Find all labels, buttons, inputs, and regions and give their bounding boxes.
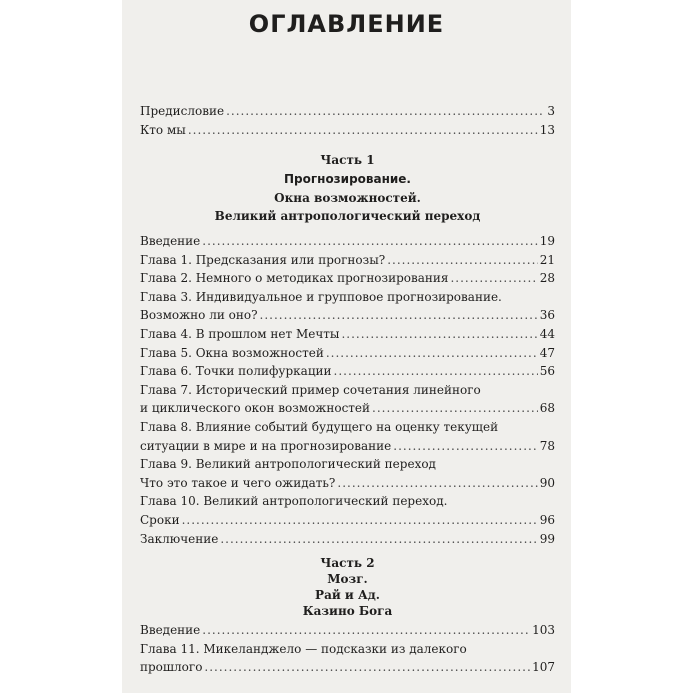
toc-page-number: 47 <box>539 345 555 360</box>
dot-leader <box>226 103 545 120</box>
dot-leader <box>202 622 530 639</box>
toc-page-number: 96 <box>539 513 555 527</box>
toc-page-number: 90 <box>539 475 555 490</box>
toc-entry[interactable] <box>140 659 555 676</box>
part-title-line: Рай и Ад. <box>315 588 380 602</box>
dot-leader <box>326 345 538 362</box>
toc-entry-label: и циклического окон возможностей <box>140 401 371 416</box>
toc-entry-label: Глава 7. Исторический пример сочетания линейного <box>140 382 481 397</box>
toc-entry[interactable] <box>140 289 555 306</box>
part-title-line: Великий антропологический переход <box>214 209 481 223</box>
toc-entry[interactable] <box>140 307 555 324</box>
dot-leader <box>182 512 538 529</box>
dot-leader <box>341 326 537 343</box>
toc-entry-label: Предисловие <box>140 104 225 118</box>
toc-entry[interactable] <box>140 382 555 399</box>
toc-entry-label: Введение <box>140 234 201 248</box>
toc-entry-label: Глава 6. Точки полифуркации <box>140 364 332 379</box>
page-title: ОГЛАВЛЕНИЕ <box>248 10 445 38</box>
toc-entry[interactable] <box>140 363 555 380</box>
toc-page-number: 21 <box>539 252 555 267</box>
toc-entry[interactable] <box>140 622 555 639</box>
toc-entry-label: Что это такое и чего ожидать? <box>140 475 336 490</box>
toc-entry[interactable] <box>140 531 555 548</box>
toc-page-number: 107 <box>532 660 555 675</box>
toc-entry-label: Глава 2. Немного о методиках прогнозирования <box>140 271 449 286</box>
toc-entry[interactable] <box>140 641 555 658</box>
toc-entry[interactable] <box>140 270 555 287</box>
toc-entry-label: ситуации в мире и на прогнозирование <box>140 438 392 453</box>
toc-page-number: 44 <box>539 327 555 341</box>
toc-entry-label: Заключение <box>140 531 219 546</box>
toc-entry-label: Глава 5. Окна возможностей <box>140 345 324 360</box>
toc-entry-label: Глава 8. Влияние событий будущего на оценку текущей <box>140 420 499 434</box>
dot-leader <box>450 270 537 287</box>
toc-entry[interactable] <box>140 419 555 436</box>
toc-page-number: 28 <box>539 271 555 286</box>
toc-page-number: 56 <box>539 364 555 379</box>
toc-entry-label: Глава 3. Индивидуальное и групповое прогнозирование. <box>140 289 502 304</box>
dot-leader <box>393 438 537 455</box>
toc-page-number: 36 <box>539 308 555 323</box>
dot-leader <box>260 307 538 324</box>
dot-leader <box>387 252 538 269</box>
table-of-contents <box>140 0 555 693</box>
dot-leader <box>372 400 538 417</box>
dot-leader <box>220 531 537 548</box>
dot-leader <box>204 659 530 676</box>
toc-page-number: 3 <box>547 104 555 118</box>
toc-entry[interactable] <box>140 122 555 139</box>
toc-entry-label: Глава 11. Микеланджело — подсказки из далекого <box>140 641 467 656</box>
toc-page-number: 78 <box>539 438 555 453</box>
toc-entry-label: Сроки <box>140 513 180 527</box>
toc-entry-label: Кто мы <box>140 123 186 137</box>
toc-entry[interactable] <box>140 252 555 269</box>
part-title-line: Казино Бога <box>302 604 393 618</box>
toc-entry-label: Глава 1. Предсказания или прогнозы? <box>140 252 386 267</box>
toc-page-number: 68 <box>539 401 555 416</box>
toc-entry[interactable] <box>140 233 555 250</box>
toc-page-number: 13 <box>539 123 555 137</box>
toc-entry-label: Введение <box>140 623 201 637</box>
dot-leader <box>334 363 538 380</box>
toc-entry[interactable] <box>140 400 555 417</box>
toc-entry[interactable] <box>140 326 555 343</box>
toc-entry-label: Возможно ли оно? <box>140 308 258 323</box>
toc-entry[interactable] <box>140 103 555 120</box>
toc-entry-label: Глава 4. В прошлом нет Мечты <box>140 327 340 341</box>
toc-entry[interactable] <box>140 493 555 510</box>
toc-page-number: 99 <box>539 531 555 546</box>
toc-entry[interactable] <box>140 456 555 473</box>
toc-entry-label: Глава 9. Великий антропологический переход <box>140 457 436 472</box>
part-subtitle: Прогнозирование. <box>284 172 411 186</box>
part-title-line: Мозг. <box>327 572 368 586</box>
toc-entry[interactable] <box>140 438 555 455</box>
dot-leader <box>337 475 537 492</box>
part-heading: Часть 2 <box>320 556 375 570</box>
toc-page-number: 103 <box>532 623 555 637</box>
toc-entry[interactable] <box>140 512 555 529</box>
toc-entry-label: Глава 10. Великий антропологический переход. <box>140 494 448 509</box>
dot-leader <box>188 122 538 139</box>
part-heading: Часть 1 <box>320 153 375 167</box>
toc-page-number: 19 <box>539 234 555 248</box>
dot-leader <box>202 233 537 250</box>
toc-entry[interactable] <box>140 345 555 362</box>
toc-entry-label: прошлого <box>140 660 203 675</box>
part-title-line: Окна возможностей. <box>274 191 421 205</box>
toc-entry[interactable] <box>140 475 555 492</box>
